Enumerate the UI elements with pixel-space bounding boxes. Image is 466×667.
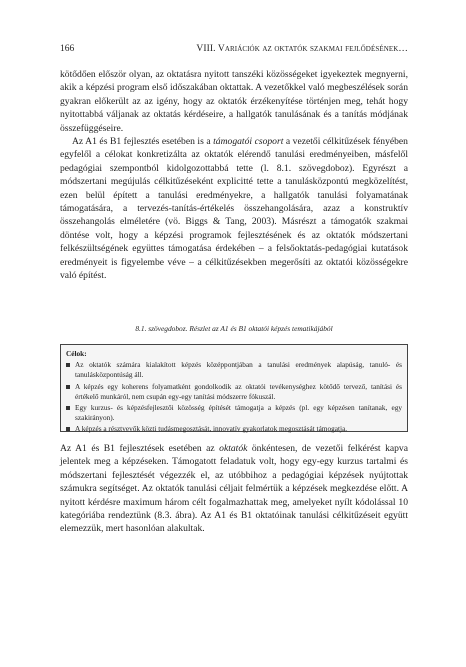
goal-item bbox=[66, 403, 402, 423]
paragraph-1: kötődően először olyan, az oktatásra nyitott tanszéki közösségeket igyekeztek megnyerni, akik a képzési program első időszakában oktattak. A vezetőkkel való megbeszélések során gyakran előkerült az az igény, hogy az oktatók érzékenyítése történjen meg, tehát hogy nyitottabbá váljanak az oktatás kérdéseire, a hallgatók tanulásának és a tanítás módjának összefüggéseire. bbox=[60, 69, 408, 134]
paragraph-2-emphasis: támogatói csoport bbox=[213, 136, 284, 147]
square-bullet-icon bbox=[66, 385, 70, 389]
running-header bbox=[60, 44, 408, 56]
paragraph-2-start: Az A1 és B1 fejlesztés esetében is a bbox=[72, 136, 214, 147]
paragraph-3-emphasis: oktatók bbox=[219, 443, 248, 454]
chapter-title: VIII. Variációk az oktatók szakmai fejlődésének… bbox=[196, 44, 408, 54]
paragraph-2 bbox=[60, 135, 408, 282]
goals-list bbox=[66, 360, 402, 434]
paragraph-3-rest: önkéntesen, de vezetői felkérést kapva jelentek meg a képzéseken. Támogatott feladatuk volt, hogy egy-egy kurzus tartalmi és módszertani fejlesztését végezzék el, az utóbbihoz a pedagógiai képzések nyújtottak számukra segítséget. Az oktatók tanulási céljait felmértük a képzések megkezdése előtt. A nyitott kérdésre maximum három célt fogalmazhattak meg, amelyeket nyílt kódolással 10 kategóriába rendeztünk (8.3. ábra). Az A1 és B1 oktatóinak tanulási célkitűzéseit együtt elemezzük, mert hasonlóan alakultak. bbox=[60, 443, 408, 535]
goal-text: Az oktatók számára kialakított képzés középpontjában a tanulási eredmények alapúság, tanuló- és tanulásközpontúság áll. bbox=[75, 360, 402, 380]
goal-text: Egy kurzus- és képzésfejlesztői közösség építését támogatja a képzés (pl. egy képzésen tanítanak, egy szakirányon). bbox=[75, 403, 402, 423]
goal-text: A képzés a résztvevők közti tudásmegosztását, innovatív gyakorlatok megosztását támogatja. bbox=[75, 424, 348, 434]
paragraph-3 bbox=[60, 442, 408, 536]
paragraph-3-start: Az A1 és B1 fejlesztések esetében az bbox=[60, 443, 220, 454]
square-bullet-icon bbox=[66, 427, 70, 431]
textbox-caption: 8.1. szövegdoboz. Részlet az A1 és B1 oktatói képzés tematikájából bbox=[135, 324, 333, 333]
goal-text: A képzés egy koherens folyamatként gondolkodik az oktatói tevékenységhez kötődő tervező, tanítási és értékelő munkáról, nem csupán egy-egy tanítási módszerre fókuszál. bbox=[75, 381, 402, 401]
page-number: 166 bbox=[60, 44, 75, 54]
goal-item bbox=[66, 360, 402, 380]
textbox bbox=[60, 344, 408, 432]
square-bullet-icon bbox=[66, 406, 70, 410]
goal-item bbox=[66, 382, 402, 402]
square-bullet-icon bbox=[66, 363, 70, 367]
textbox-title: Célok: bbox=[66, 349, 87, 358]
paragraph-2-rest: a vezetői célkitűzések fényében egyfelől a célokat konkretizálta az oktatók elérendő tanulási eredményeiben, másfelől pedagógiai szempontból kidolgozottabbá tette (l. 8.1. szövegdoboz). Egyrészt a módszertani megújulás célkitűzéseként explicitté tette a tanulásközpontú megközelítést, ezen belül épített a tanulási eredményekre, a hallgatók tanulási folyamatának támogatására, a tervezés-tanítás-értékelés összehangolására, azaz a konstruktív összehangolás elméletére (vö. Biggs & Tang, 2003). Másrészt a támogatók szakmai döntése volt, hogy a képzési programok fejlesztésének és az oktatók módszertani felkészültségének együttes támogatása érdekében – a felsőoktatás-pedagógiai kutatások eredményeit is figyelembe véve – a célkitűzésekben megerősíti az oktatói közösségekre való építést. bbox=[60, 136, 408, 282]
goal-item bbox=[66, 424, 402, 434]
